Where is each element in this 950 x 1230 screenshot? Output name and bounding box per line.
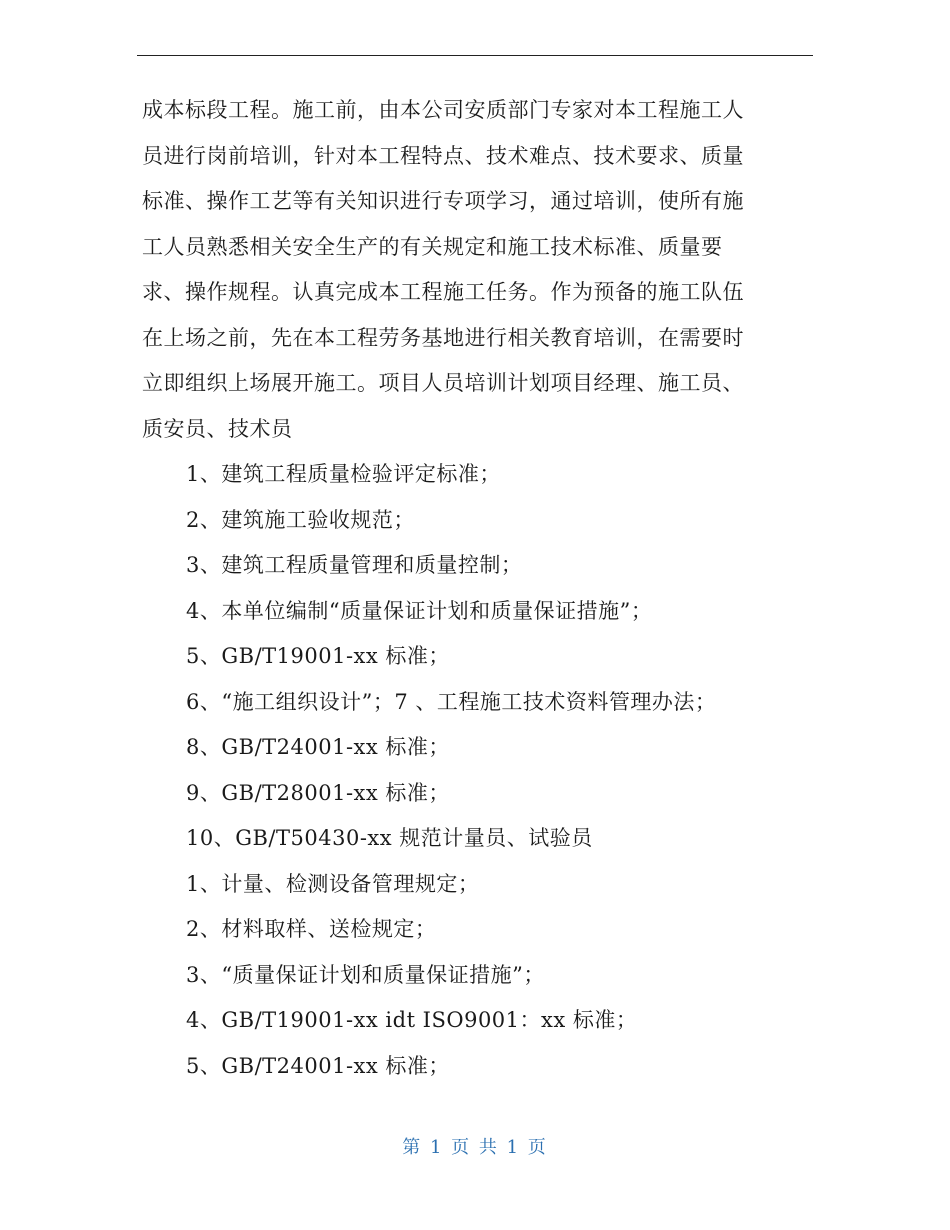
list-item: 8、GB/T24001-xx 标准； [186, 735, 450, 759]
list-item: 1、建筑工程质量检验评定标准； [186, 462, 501, 486]
list-item: 9、GB/T28001-xx 标准； [186, 780, 450, 805]
list-item: 10、GB/T50430-xx 规范计量员、试验员 [186, 826, 593, 850]
list-item: 6、“施工组织设计”；7 、工程施工技术资料管理办法； [186, 689, 717, 714]
list-item: 5、GB/T19001-xx 标准； [186, 644, 450, 668]
page-number-footer: 第 1 页 共 1 页 [402, 1137, 548, 1158]
list-item: 4、本单位编制“质量保证计划和质量保证措施”； [186, 598, 653, 623]
list-item: 3、建筑工程质量管理和质量控制； [186, 553, 523, 577]
paragraph-line: 立即组织上场展开施工。项目人员培训计划项目经理、施工员、 [142, 371, 744, 395]
list-item: 5、GB/T24001-xx 标准； [186, 1053, 450, 1078]
paragraph-line: 求、操作规程。认真完成本工程施工任务。作为预备的施工队伍 [142, 280, 744, 304]
list-item: 3、“质量保证计划和质量保证措施”； [186, 962, 545, 987]
paragraph [142, 88, 812, 452]
list-item: 1、计量、检测设备管理规定； [186, 871, 480, 896]
paragraph-line: 成本标段工程。施工前，由本公司安质部门专家对本工程施工人 [142, 98, 744, 122]
list-item: 2、材料取样、送检规定； [186, 917, 437, 941]
paragraph-line: 标准、操作工艺等有关知识进行专项学习，通过培训，使所有施 [142, 189, 744, 213]
requirements-list [142, 452, 812, 1089]
paragraph-line: 员进行岗前培训，针对本工程特点、技术难点、技术要求、质量 [142, 143, 744, 168]
paragraph-line: 在上场之前，先在本工程劳务基地进行相关教育培训，在需要时 [142, 325, 744, 350]
document-body [142, 88, 812, 1089]
paragraph-line: 质安员、技术员 [142, 416, 293, 441]
header-rule [137, 55, 813, 56]
paragraph-line: 工人员熟悉相关安全生产的有关规定和施工技术标准、质量要 [142, 234, 723, 259]
list-item: 2、建筑施工验收规范； [186, 507, 415, 532]
list-item: 4、GB/T19001-xx idt ISO9001：xx 标准； [186, 1008, 638, 1032]
